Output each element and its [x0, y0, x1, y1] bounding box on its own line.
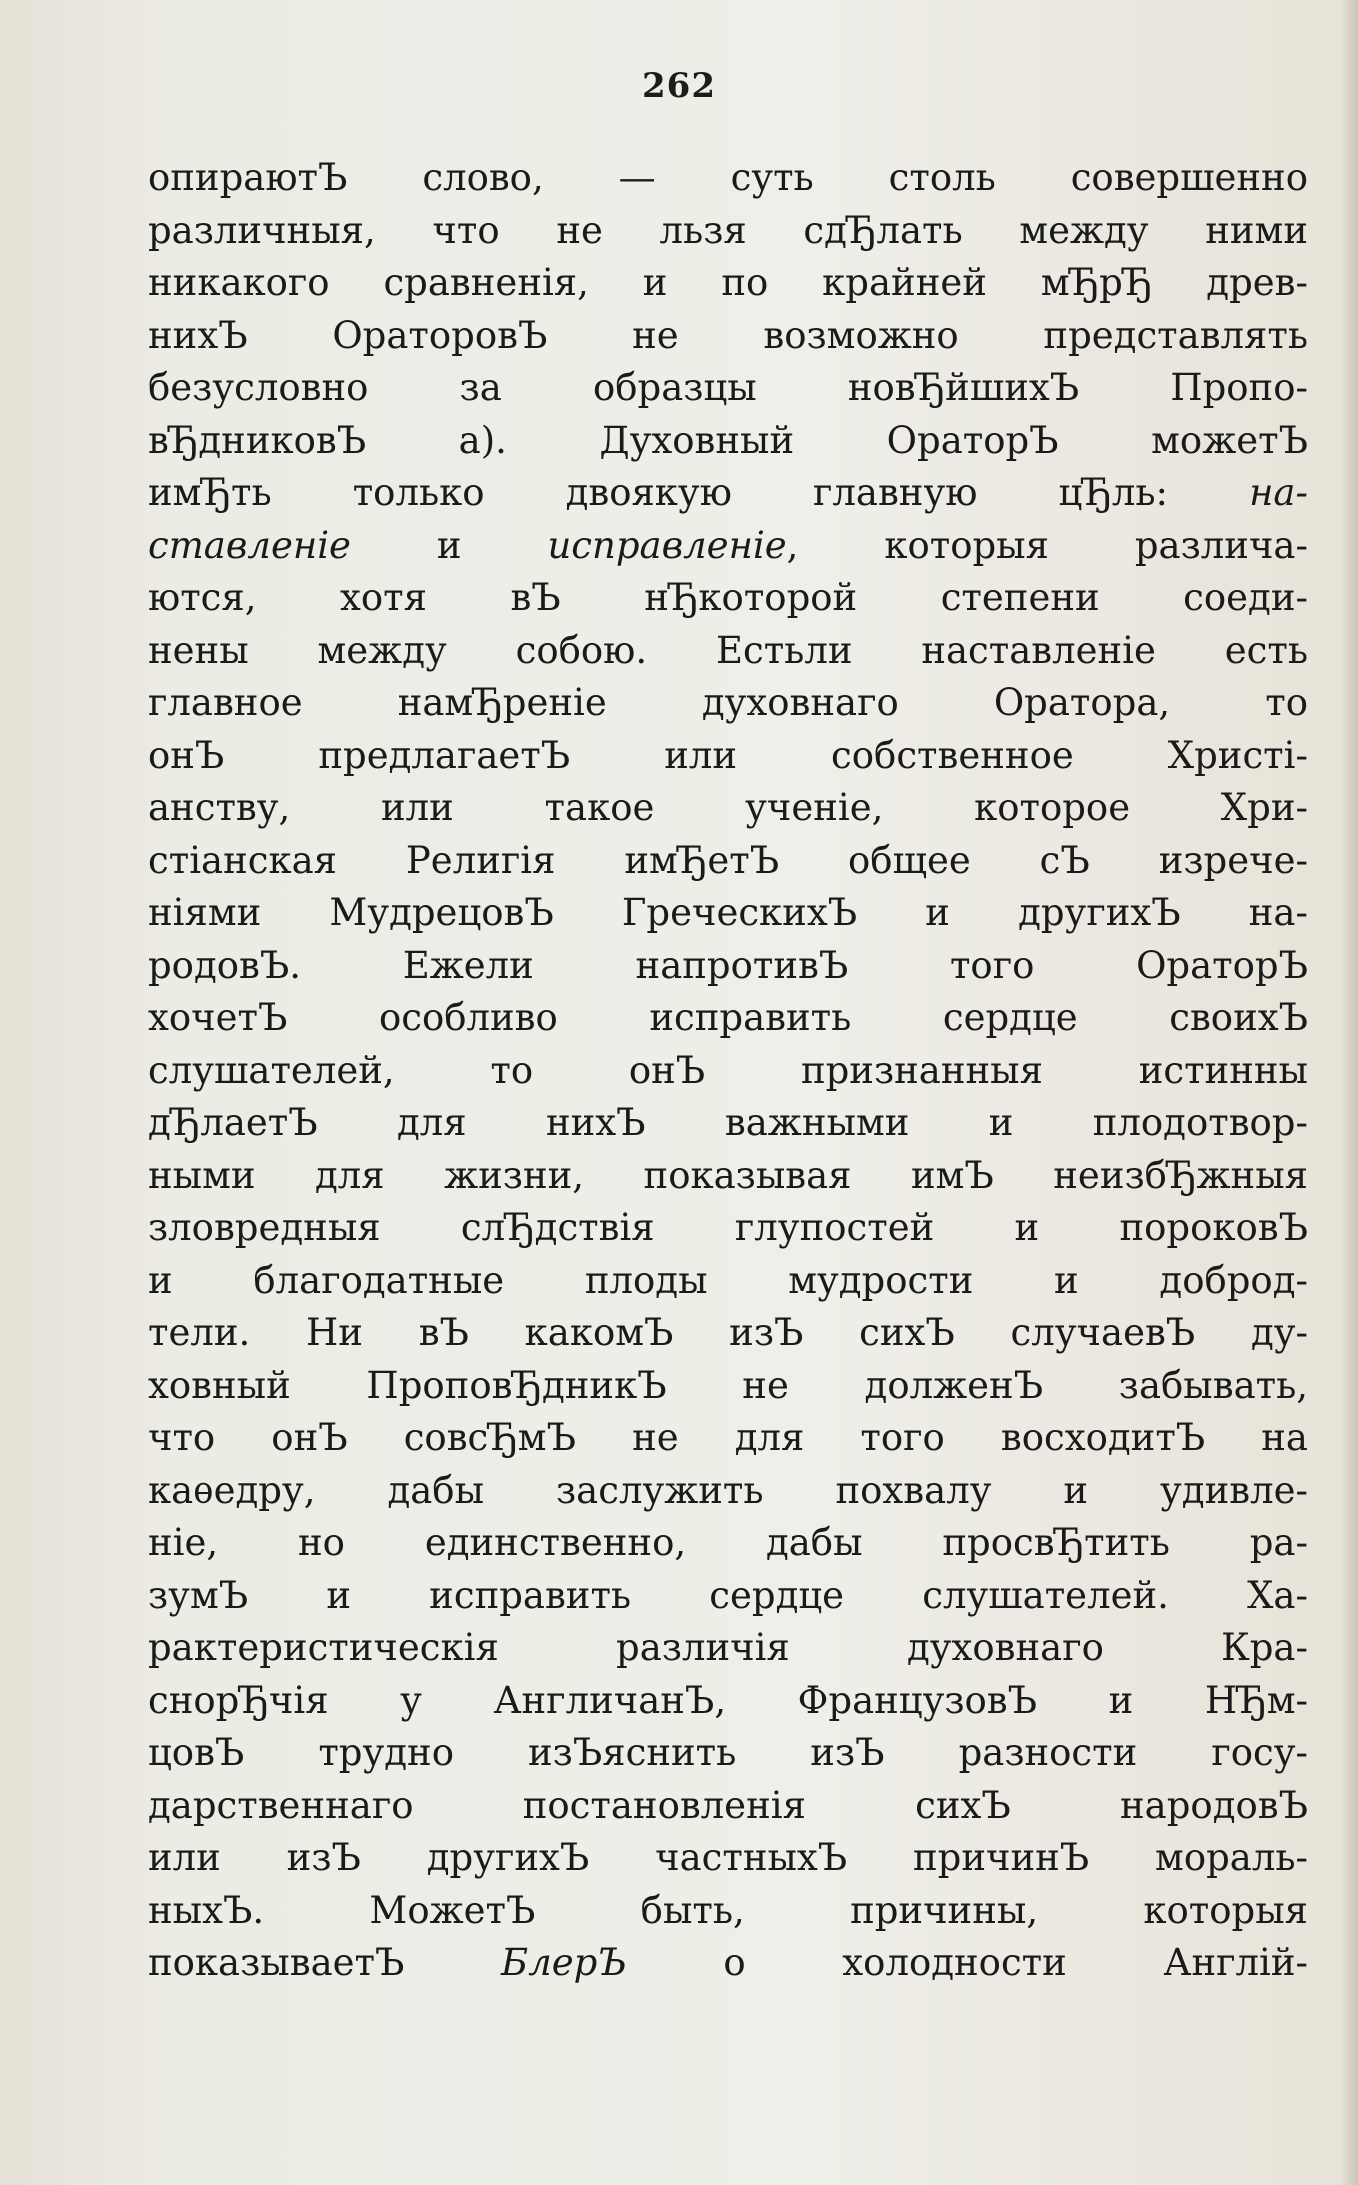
text-line — [148, 1202, 1308, 1255]
italic-text: БлерЪ — [501, 1941, 627, 1984]
text-run: имЂть только двоякую главную цЂль: — [148, 471, 1250, 514]
page-number: 262 — [642, 66, 716, 106]
italic-text: исправленіе — [547, 523, 787, 567]
text-run: анству, или такое ученіе, которое Хри- — [148, 786, 1308, 829]
text-line — [148, 625, 1308, 678]
text-line — [148, 1937, 1308, 1990]
text-run: родовЪ. Ежели напротивЪ того ОраторЪ — [148, 943, 1308, 987]
text-run: безусловно за образцы новЂйшихЪ Пропо- — [148, 366, 1308, 409]
text-run: ныхЪ. МожетЪ быть, причины, которыя — [148, 1888, 1308, 1932]
text-run: ются, хотя вЪ нЂкоторой степени соеди- — [148, 576, 1308, 619]
text-line — [148, 992, 1308, 1045]
text-run: рактеристическія различія духовнаго Кра- — [148, 1626, 1308, 1669]
text-line — [148, 887, 1308, 940]
text-run: дарственнаго постановленія сихЪ народовЪ — [148, 1783, 1308, 1827]
text-run: ніями МудрецовЪ ГреческихЪ и другихЪ на- — [148, 891, 1308, 934]
text-run: различныя, что не льзя сдЂлать между ними — [148, 208, 1308, 252]
text-line — [148, 835, 1308, 888]
text-line — [148, 1780, 1308, 1833]
text-line — [148, 1465, 1308, 1518]
text-line — [148, 1727, 1308, 1780]
text-run: или изЪ другихЪ частныхЪ причинЪ мораль- — [148, 1836, 1308, 1879]
text-line — [148, 257, 1308, 310]
text-line — [148, 677, 1308, 730]
text-run: ными для жизни, показывая имЪ неизбЂжныя — [148, 1153, 1308, 1197]
text-run: ніе, но единственно, дабы просвЂтить ра- — [148, 1521, 1308, 1564]
text-run: слушателей, то онЪ признанныя истинны — [148, 1048, 1308, 1092]
text-line — [148, 205, 1308, 258]
text-run: опираютЪ слово, — суть столь совершенно — [148, 156, 1308, 199]
text-line — [148, 1307, 1308, 1360]
text-run: цовЪ трудно изЪяснить изЪ разности госу- — [148, 1731, 1308, 1774]
text-line — [148, 1045, 1308, 1098]
text-run: никакого сравненія, и по крайней мЂрЂ древ- — [148, 261, 1308, 304]
body-text — [148, 152, 1308, 1990]
text-line — [148, 572, 1308, 625]
text-line — [148, 467, 1308, 520]
text-line — [148, 1570, 1308, 1623]
text-line — [148, 1832, 1308, 1885]
text-line — [148, 940, 1308, 993]
text-run: о холодности Англій- — [626, 1941, 1308, 1984]
text-run: главное намЂреніе духовнаго Оратора, то — [148, 681, 1308, 724]
text-line — [148, 730, 1308, 783]
text-run: нены между собою. Естьли наставленіе есть — [148, 628, 1308, 672]
text-line — [148, 1885, 1308, 1938]
text-line — [148, 782, 1308, 835]
text-run: тели. Ни вЪ какомЪ изЪ сихЪ случаевЪ ду- — [148, 1311, 1308, 1354]
text-run: , которыя различа- — [786, 523, 1308, 567]
italic-text: на- — [1249, 471, 1308, 514]
text-line — [148, 415, 1308, 468]
text-run: и благодатные плоды мудрости и доброд- — [148, 1258, 1308, 1302]
text-run: стіанская Религія имЂетЪ общее сЪ изрече- — [148, 838, 1308, 882]
text-line — [148, 1517, 1308, 1570]
text-run: вЂдниковЪ а). Духовный ОраторЪ можетЪ — [148, 418, 1308, 462]
text-run: каѳедру, дабы заслужить похвалу и удивле- — [148, 1468, 1308, 1512]
text-run: показываетЪ — [148, 1941, 502, 1984]
text-line — [148, 1360, 1308, 1413]
text-line — [148, 310, 1308, 363]
text-run: снорЂчія у АнгличанЪ, ФранцузовЪ и НЂм- — [148, 1678, 1308, 1722]
italic-text: ставленіе — [148, 523, 351, 567]
text-line — [148, 1097, 1308, 1150]
text-run: хочетЪ особливо исправить сердце своихЪ — [148, 996, 1308, 1039]
page-edge-shadow — [1340, 0, 1358, 2185]
text-run: онЪ предлагаетЪ или собственное Христі- — [148, 733, 1308, 777]
text-run: ховный ПроповЂдникЪ не долженЪ забывать, — [148, 1363, 1308, 1407]
text-line — [148, 1255, 1308, 1308]
text-line — [148, 152, 1308, 205]
text-run: дЂлаетЪ для нихЪ важными и плодотвор- — [148, 1101, 1308, 1144]
text-run: и — [350, 523, 548, 567]
text-line — [148, 1412, 1308, 1465]
text-line — [148, 362, 1308, 415]
text-run: нихЪ ОраторовЪ не возможно представлять — [148, 313, 1308, 357]
text-line — [148, 1622, 1308, 1675]
text-run: зумЪ и исправить сердце слушателей. Ха- — [148, 1573, 1308, 1617]
text-line — [148, 520, 1308, 573]
text-line — [148, 1150, 1308, 1203]
text-run: зловредныя слЂдствія глупостей и пороковЪ — [148, 1206, 1308, 1249]
text-run: что онЪ совсЂмЪ не для того восходитЪ на — [148, 1416, 1308, 1459]
text-line — [148, 1675, 1308, 1728]
